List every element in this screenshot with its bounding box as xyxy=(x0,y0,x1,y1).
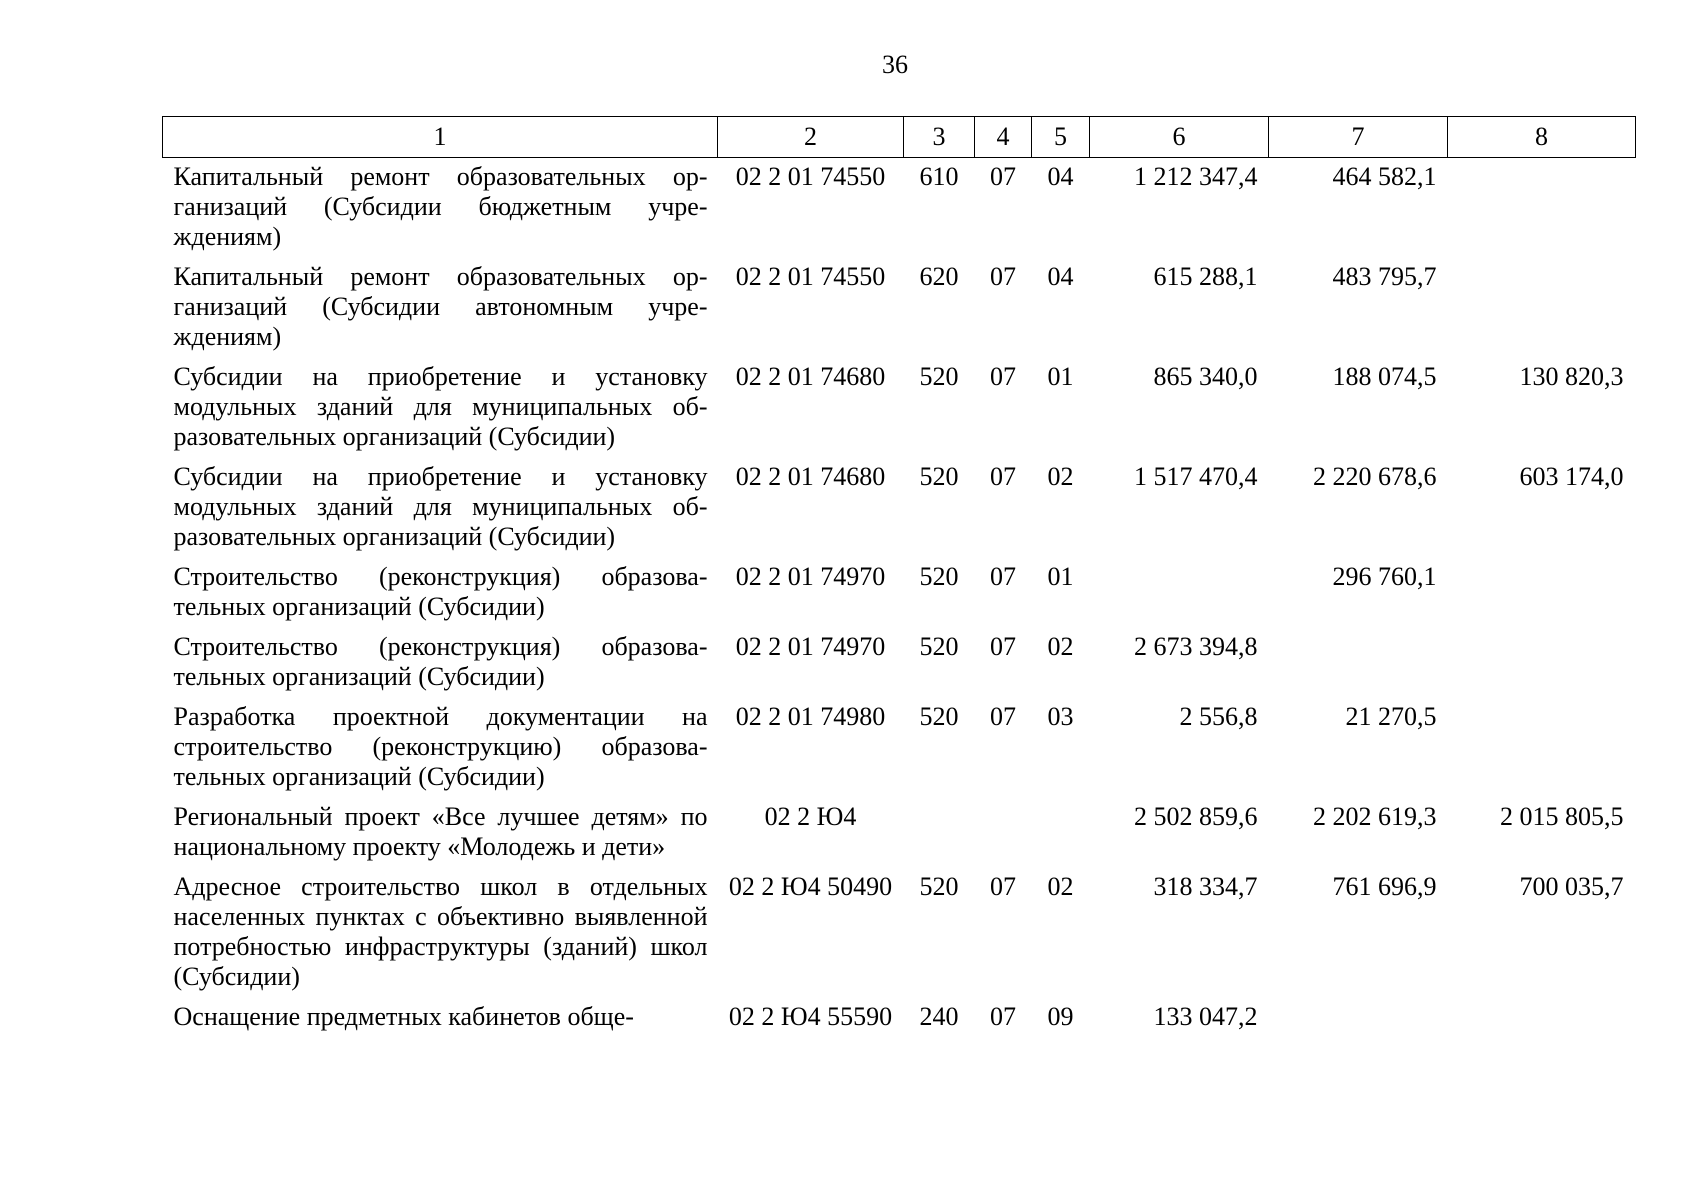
amount-col6-cell: 1 517 470,4 xyxy=(1134,462,1258,491)
amount-col8-cell: 130 820,3 xyxy=(1519,362,1624,391)
amount-col6-cell: 2 556,8 xyxy=(1179,702,1258,731)
amount-col7-cell: 2 220 678,6 xyxy=(1313,462,1437,491)
expense-type-cell: 240 xyxy=(919,1002,959,1031)
table-row xyxy=(163,1002,1636,1042)
section-cell: 07 xyxy=(990,562,1016,591)
amount-col8-cell xyxy=(1448,632,1636,702)
row-name-cell: Адресное строительство школ в отдельных населенных пунктах с объективно выявленной потребностью инфраструктуры (зданий) школ (Субсидии) xyxy=(173,872,708,991)
table-row xyxy=(163,702,1636,802)
header-cell-3: 3 xyxy=(904,117,975,158)
subsection-cell: 09 xyxy=(1047,1002,1074,1031)
amount-col8-cell xyxy=(1448,1002,1636,1042)
section-cell: 07 xyxy=(990,362,1016,391)
expense-type-cell xyxy=(904,802,975,872)
row-name-cell: Оснащение предметных кабинетов обще- xyxy=(173,1002,634,1031)
table-row xyxy=(163,562,1636,632)
amount-col8-cell xyxy=(1448,702,1636,802)
target-code-cell: 02 2 01 74970 xyxy=(735,632,886,661)
subsection-cell: 04 xyxy=(1047,262,1074,291)
row-name-cell: Капитальный ремонт образовательных организаций (Субсидии бюджетным учреждениям) xyxy=(173,162,708,251)
subsection-cell: 01 xyxy=(1047,562,1074,591)
header-cell-1: 1 xyxy=(163,117,718,158)
table-row xyxy=(163,362,1636,462)
row-name-cell: Региональный проект «Все лучшее детям» по национальному проекту «Молодежь и дети» xyxy=(173,802,708,861)
amount-col8-cell: 700 035,7 xyxy=(1519,872,1624,901)
target-code-cell: 02 2 01 74980 xyxy=(735,702,886,731)
amount-col7-cell: 2 202 619,3 xyxy=(1313,802,1437,831)
amount-col6-cell xyxy=(1090,562,1269,632)
amount-col7-cell: 483 795,7 xyxy=(1332,262,1437,291)
amount-col7-cell: 761 696,9 xyxy=(1332,872,1437,901)
subsection-cell: 02 xyxy=(1047,632,1074,661)
amount-col6-cell: 2 502 859,6 xyxy=(1134,802,1258,831)
section-cell: 07 xyxy=(990,462,1016,491)
target-code-cell: 02 2 01 74550 xyxy=(735,262,886,291)
target-code-cell: 02 2 Ю4 xyxy=(764,802,857,831)
target-code-cell: 02 2 Ю4 50490 xyxy=(728,872,893,901)
amount-col8-cell: 603 174,0 xyxy=(1519,462,1624,491)
table-row xyxy=(163,632,1636,702)
expense-type-cell: 520 xyxy=(919,462,959,491)
target-code-cell: 02 2 01 74550 xyxy=(735,162,886,191)
header-cell-6: 6 xyxy=(1090,117,1269,158)
header-cell-2: 2 xyxy=(718,117,904,158)
target-code-cell: 02 2 01 74970 xyxy=(735,562,886,591)
section-cell: 07 xyxy=(990,262,1016,291)
row-name-cell: Строительство (реконструкция) образовательных организаций (Субсидии) xyxy=(173,562,708,621)
amount-col8-cell xyxy=(1448,562,1636,632)
section-cell xyxy=(975,802,1032,872)
row-name-cell: Строительство (реконструкция) образовательных организаций (Субсидии) xyxy=(173,632,708,691)
subsection-cell: 02 xyxy=(1047,872,1074,901)
header-cell-7: 7 xyxy=(1269,117,1448,158)
table-body xyxy=(163,158,1636,1043)
amount-col6-cell: 1 212 347,4 xyxy=(1134,162,1258,191)
amount-col6-cell: 615 288,1 xyxy=(1153,262,1258,291)
amount-col6-cell: 133 047,2 xyxy=(1153,1002,1258,1031)
amount-col7-cell: 188 074,5 xyxy=(1332,362,1437,391)
target-code-cell: 02 2 01 74680 xyxy=(735,462,886,491)
expense-type-cell: 610 xyxy=(919,162,959,191)
amount-col7-cell xyxy=(1269,632,1448,702)
amount-col7-cell: 464 582,1 xyxy=(1332,162,1437,191)
expense-type-cell: 520 xyxy=(919,702,959,731)
subsection-cell: 03 xyxy=(1047,702,1074,731)
target-code-cell: 02 2 Ю4 55590 xyxy=(728,1002,893,1031)
amount-col7-cell: 21 270,5 xyxy=(1345,702,1437,731)
section-cell: 07 xyxy=(990,872,1016,901)
expense-type-cell: 520 xyxy=(919,632,959,661)
subsection-cell xyxy=(1032,802,1090,872)
subsection-cell: 02 xyxy=(1047,462,1074,491)
row-name-cell: Разработка проектной документации на строительство (реконструкцию) образовательных организаций (Субсидии) xyxy=(173,702,708,791)
section-cell: 07 xyxy=(990,702,1016,731)
target-code-cell: 02 2 01 74680 xyxy=(735,362,886,391)
header-cell-5: 5 xyxy=(1032,117,1090,158)
expense-type-cell: 520 xyxy=(919,872,959,901)
section-cell: 07 xyxy=(990,162,1016,191)
section-cell: 07 xyxy=(990,632,1016,661)
amount-col7-cell: 296 760,1 xyxy=(1332,562,1437,591)
row-name-cell: Субсидии на приобретение и установку модульных зданий для муниципальных образовательных организаций (Субсидии) xyxy=(173,462,708,551)
amount-col8-cell xyxy=(1448,158,1636,263)
expense-type-cell: 620 xyxy=(919,262,959,291)
row-name-cell: Капитальный ремонт образовательных организаций (Субсидии автономным учреждениям) xyxy=(173,262,708,351)
budget-table xyxy=(162,116,1636,1042)
amount-col7-cell xyxy=(1269,1002,1448,1042)
row-name-cell: Субсидии на приобретение и установку модульных зданий для муниципальных образовательных организаций (Субсидии) xyxy=(173,362,708,451)
expense-type-cell: 520 xyxy=(919,562,959,591)
section-cell: 07 xyxy=(990,1002,1016,1031)
page-number: 36 xyxy=(882,50,908,79)
amount-col8-cell xyxy=(1448,262,1636,362)
table-row xyxy=(163,802,1636,872)
header-cell-4: 4 xyxy=(975,117,1032,158)
table-row xyxy=(163,158,1636,263)
expense-type-cell: 520 xyxy=(919,362,959,391)
amount-col6-cell: 865 340,0 xyxy=(1153,362,1258,391)
table-row xyxy=(163,462,1636,562)
amount-col6-cell: 318 334,7 xyxy=(1153,872,1258,901)
header-row xyxy=(163,117,1636,158)
subsection-cell: 04 xyxy=(1047,162,1074,191)
amount-col6-cell: 2 673 394,8 xyxy=(1134,632,1258,661)
header-cell-8: 8 xyxy=(1448,117,1636,158)
subsection-cell: 01 xyxy=(1047,362,1074,391)
table-row xyxy=(163,872,1636,1002)
table-row xyxy=(163,262,1636,362)
amount-col8-cell: 2 015 805,5 xyxy=(1500,802,1624,831)
